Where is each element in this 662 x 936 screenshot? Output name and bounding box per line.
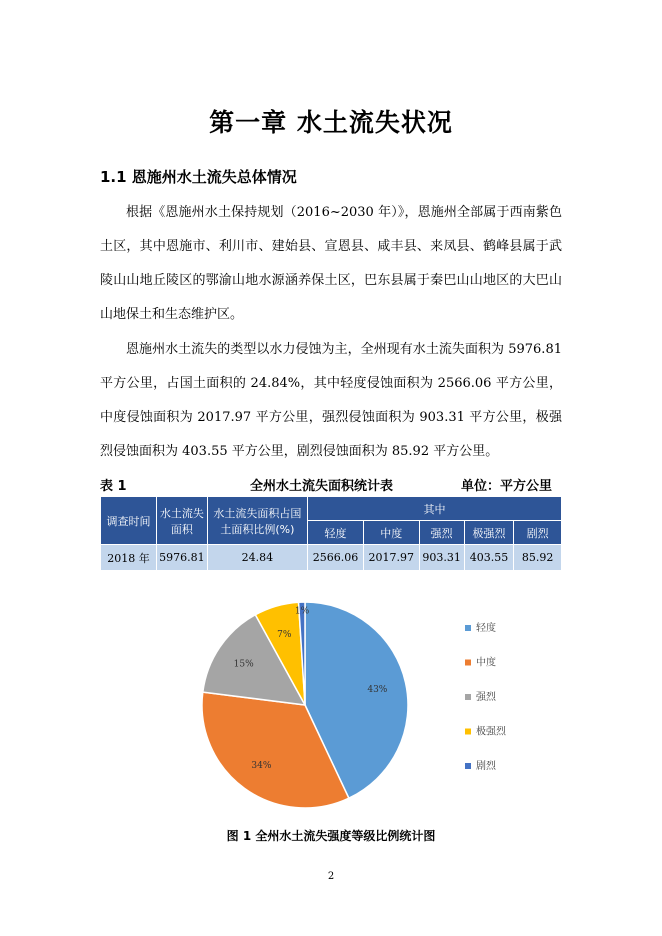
table-title: 全州水土流失面积统计表 xyxy=(250,479,394,494)
page-number: 2 xyxy=(327,871,335,882)
legend-swatch-strong xyxy=(465,694,471,700)
cell-light: 2566.06 xyxy=(308,545,364,571)
chapter-title: 第一章 水土流失状况 xyxy=(209,108,453,137)
cell-moderate: 2017.97 xyxy=(363,545,419,571)
statistics-table xyxy=(100,496,562,571)
pie-label-moderate: 34% xyxy=(251,760,272,771)
table-caption xyxy=(100,475,562,495)
header-year: 调查时间 xyxy=(101,497,157,545)
cell-very-strong: 403.55 xyxy=(464,545,514,571)
table-number: 表 1 xyxy=(100,479,127,494)
pie-chart-area xyxy=(118,595,570,813)
paragraph-2: 恩施州水土流失的类型以水力侵蚀为主，全州现有水土流失面积为 5976.81 平方公里，占国土面积的 24.84%，其中轻度侵蚀面积为 2566.06 平方公里，中度侵蚀面积为 2017.97 平方公里，强烈侵蚀面积为 903.31 平方公里，极强烈侵蚀面积为 403.55 平方公里，剧烈侵蚀面积为 85.92 平方公里。 xyxy=(100,342,562,459)
cell-strong: 903.31 xyxy=(419,545,464,571)
legend-swatch-severe xyxy=(465,763,471,769)
header-strong: 强烈 xyxy=(419,521,464,545)
header-very-strong: 极强烈 xyxy=(464,521,514,545)
header-moderate: 中度 xyxy=(363,521,419,545)
figure-caption: 图 1 全州水土流失强度等级比例统计图 xyxy=(226,829,436,843)
header-area: 水土流失面积 xyxy=(157,497,208,545)
cell-severe: 85.92 xyxy=(514,545,562,571)
pie-label-strong: 15% xyxy=(233,659,254,670)
table-row xyxy=(101,545,562,571)
section-title: 1.1 恩施州水土流失总体情况 xyxy=(100,168,297,186)
legend-swatch-very-strong xyxy=(465,729,471,735)
cell-year: 2018 年 xyxy=(101,545,157,571)
legend-swatch-moderate xyxy=(465,660,471,666)
legend-label-severe: 剧烈 xyxy=(476,761,496,772)
pie-label-light: 43% xyxy=(367,684,388,695)
cell-ratio: 24.84 xyxy=(207,545,308,571)
header-ratio: 水土流失面积占国土面积比例(%) xyxy=(207,497,308,545)
pie-chart xyxy=(118,595,570,813)
paragraph-1: 根据《恩施州水土保持规划（2016~2030 年）》，恩施州全部属于西南紫色土区，其中恩施市、利川市、建始县、宣恩县、咸丰县、来凤县、鹤峰县属于武陵山山地丘陵区的鄂渝山地水源涵养保土区，巴东县属于秦巴山山地区的大巴山山地保土和生态维护区。 xyxy=(100,205,562,322)
pie-label-severe: 1% xyxy=(294,606,310,617)
legend-label-strong: 强烈 xyxy=(476,692,496,703)
table-header-row xyxy=(101,497,562,521)
table-unit: 单位：平方公里 xyxy=(460,479,552,494)
legend-swatch-light xyxy=(465,625,471,631)
cell-area: 5976.81 xyxy=(157,545,208,571)
header-light: 轻度 xyxy=(308,521,364,545)
legend-label-moderate: 中度 xyxy=(476,657,496,669)
header-severe: 剧烈 xyxy=(514,521,562,545)
header-group: 其中 xyxy=(308,497,562,521)
legend-label-very-strong: 极强烈 xyxy=(476,726,506,738)
pie-label-very-strong: 7% xyxy=(277,629,292,640)
legend-label-light: 轻度 xyxy=(476,623,496,634)
